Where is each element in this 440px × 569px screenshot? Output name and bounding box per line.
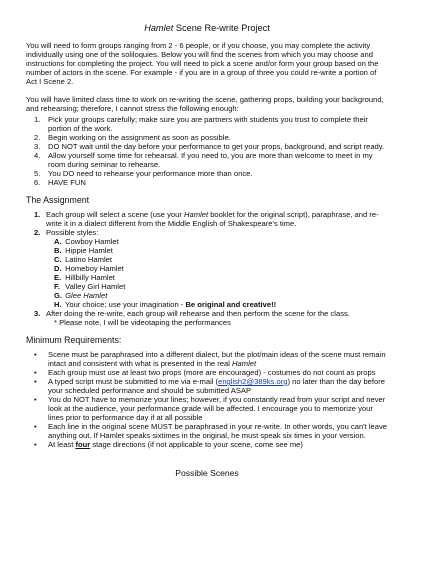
tips-list [26,115,388,187]
style-item: D. Homeboy Hamlet [54,264,124,273]
intro-paragraph-1: You will need to form groups ranging from 2 - 6 people, or if you choose, you may complete the activity individually using one of the soliloquies. Below you will find the scenes from which you may choose and instructions for completing the project. You will need to pick a scene and/or form your group based on the number of actors in the scene. For example - if you are in a group of three you could re-write a portion of Act I Scene 2. [26,41,379,86]
list-item: • Scene must be paraphrased into a different dialect, but the plot/main ideas of the scene must remain intact and consistent with what is presented in the real Hamlet [34,350,386,368]
style-item: C. Latino Hamlet [54,255,112,264]
list-item: 5. You DO need to rehearse your performance more than once. [34,169,253,178]
list-item: 3. DO NOT wait until the day before your performance to get your props, background, and script ready. [34,142,385,151]
style-item: G. Glee Hamlet [54,291,108,300]
style-item: F. Valley Girl Hamlet [54,282,126,291]
email-link[interactable]: english2@389ks.org [218,377,288,386]
assignment-list [26,210,388,327]
list-item: 2. Possible styles: A. Cowboy Hamlet B. Hippie Hamlet C. Latino Hamlet D. Homeboy Hamlet E. Hillbilly Hamlet F. Valley Girl Hamlet G. Glee Hamlet H. Your choice; use your imagination - Be original and creative!! [26,228,388,309]
intro-paragraph-2: You will have limited class time to work on re-writing the scene, gathering props, building your background, and rehearsing; therefore, I cannot stress the following enough: [26,95,384,113]
list-item: • Each group must use at least two props (more are encouraged) - costumes do not count as props [34,368,376,377]
style-item: B. Hippie Hamlet [54,246,113,255]
style-item: A. Cowboy Hamlet [54,237,119,246]
list-item: • A typed script must be submitted to me via e-mail (english2@389ks.org) no later than the day before your scheduled performance and should be submitted ASAP [34,377,385,395]
list-item: 4. Allow yourself some time for rehearsal. If you need to, you are more than welcome to meet in my room during seminar to rehearse. [34,151,373,169]
list-item: 1. Each group will select a scene (use your Hamlet booklet for the original script), paraphrase, and re-write it in a dialect different from the Middle English of Shakespeare's time. [34,210,379,228]
possible-scenes-heading: Possible Scenes [175,468,239,478]
style-item: H. Your choice; use your imagination - Be original and creative!! [54,300,277,309]
page-title [26,24,388,33]
title-italic: Hamlet [144,23,174,33]
requirements-list [26,350,388,449]
assignment-heading: The Assignment [26,195,90,205]
assignment-note: * Please note, I will be videotaping the performances [54,318,231,327]
list-item: 6. HAVE FUN [34,178,86,187]
styles-list [34,237,388,309]
requirements-heading: Minimum Requirements: [26,335,122,345]
list-item: • Each line in the original scene MUST be paraphrased in your re-write. In other words, you can't leave anything out. If Hamlet speaks sixtimes in the original, he must speak six times in your version. [34,422,387,440]
style-item: E. Hillbilly Hamlet [54,273,115,282]
list-item: 1. Pick your groups carefully; make sure you are partners with students you trust to complete their portion of the work. [34,115,368,133]
list-item: • You do NOT have to memorize your lines; however, if you constantly read from your script and never look at the audience, your performance grade will be affected. I encourage you to memorize your lines prior to performance day if at all possible [34,395,386,422]
list-item: • At least four stage directions (if not applicable to your scene, come see me) [34,440,303,449]
title-rest: Scene Re-write Project [175,23,270,33]
list-item: 2. Begin working on the assignment as soon as possible. [34,133,231,142]
list-item: 3. After doing the re-write, each group will rehearse and then perform the scene for the class. * Please note, I will be videotaping the performances [26,309,388,327]
